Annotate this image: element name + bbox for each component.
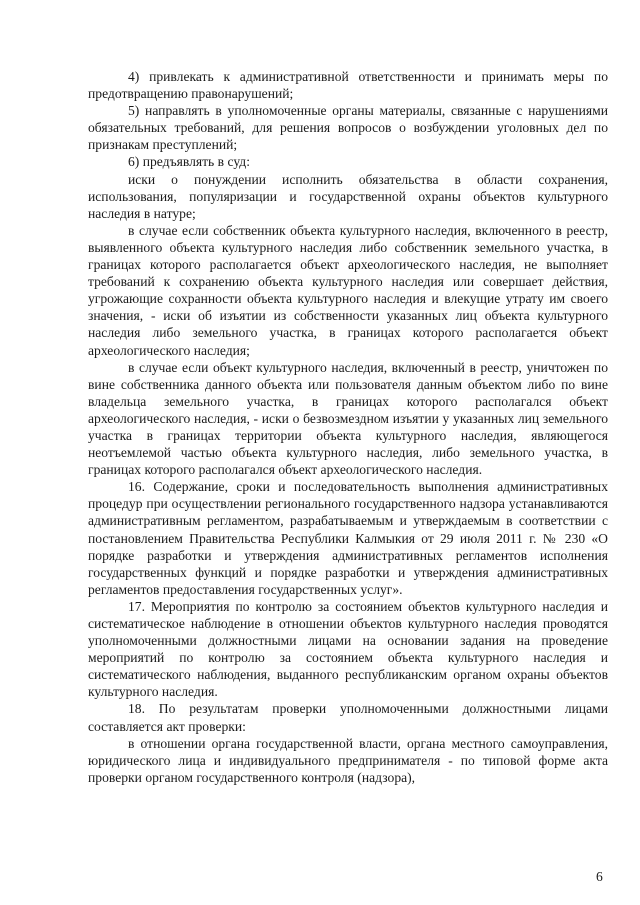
paragraph-18-authority: в отношении органа государственной власти, органа местного самоуправления, юридического лица и индивидуального предпринимателя - по типовой форме акта проверки органом государственного контроля (надзора), <box>88 735 608 785</box>
paragraph-item-6: 6) предъявлять в суд: <box>128 154 250 170</box>
paragraph-lawsuit-seizure: в случае если собственник объекта культурного наследия, включенного в реестр, выявленного объекта культурного наследия либо собственник земельного участка, в границах которого располагается объект археологического наследия, не выполняет требований к сохранению объекта культурного наследия или совершает действия, угрожающие сохранности объекта культурного наследия и влекущие утрату им своего значения, - иски об изъятии из собственности указанных лиц объекта культурного наследия либо земельного участка, в границах которого располагается объект археологического наследия; <box>88 222 608 358</box>
page-number: 6 <box>596 869 603 884</box>
document-body <box>88 68 608 786</box>
paragraph-lawsuit-free-seizure: в случае если объект культурного наследия, включенный в реестр, уничтожен по вине собственника данного объекта или пользователя данным объектом либо по вине владельца земельного участка, в границах которого располагался объект археологического наследия, - иски о безвозмездном изъятии у указанных лиц земельного участка в границах территории объекта культурного наследия, являющегося неотъемлемой частью объекта культурного наследия, либо земельного участка, в границах которого располагался объект археологического наследия. <box>88 359 608 478</box>
paragraph-18: 18. По результатам проверки уполномоченными должностными лицами составляется акт проверки: <box>88 701 608 734</box>
paragraph-lawsuit-obligations: иски о понуждении исполнить обязательства в области сохранения, использования, популяризации и государственной охраны объектов культурного наследия в натуре; <box>88 171 608 221</box>
paragraph-item-5: 5) направлять в уполномоченные органы материалы, связанные с нарушениями обязательных требований, для решения вопросов о возбуждении уголовных дел по признакам преступлений; <box>88 103 608 153</box>
paragraph-17: 17. Мероприятия по контролю за состоянием объектов культурного наследия и систематическое наблюдение в отношении объектов культурного наследия проводятся уполномоченными должностными лицами на основании задания на проведение мероприятий по контролю за состоянием объекта культурного наследия и систематического наблюдения, выданного республиканским органом охраны объектов культурного наследия. <box>88 598 608 700</box>
paragraph-item-4: 4) привлекать к административной ответственности и принимать меры по предотвращению правонарушений; <box>88 69 608 102</box>
paragraph-16: 16. Содержание, сроки и последовательность выполнения административных процедур при осуществлении регионального государственного надзора устанавливаются административным регламентом, разрабатываемым и утверждаемым в соответствии с постановлением Правительства Республики Калмыкия от 29 июля 2011 г. № 230 «О порядке разработки и утверждения административных регламентов исполнения государственных функций и порядке разработки и утверждения административных регламентов предоставления государственных услуг». <box>88 479 608 597</box>
